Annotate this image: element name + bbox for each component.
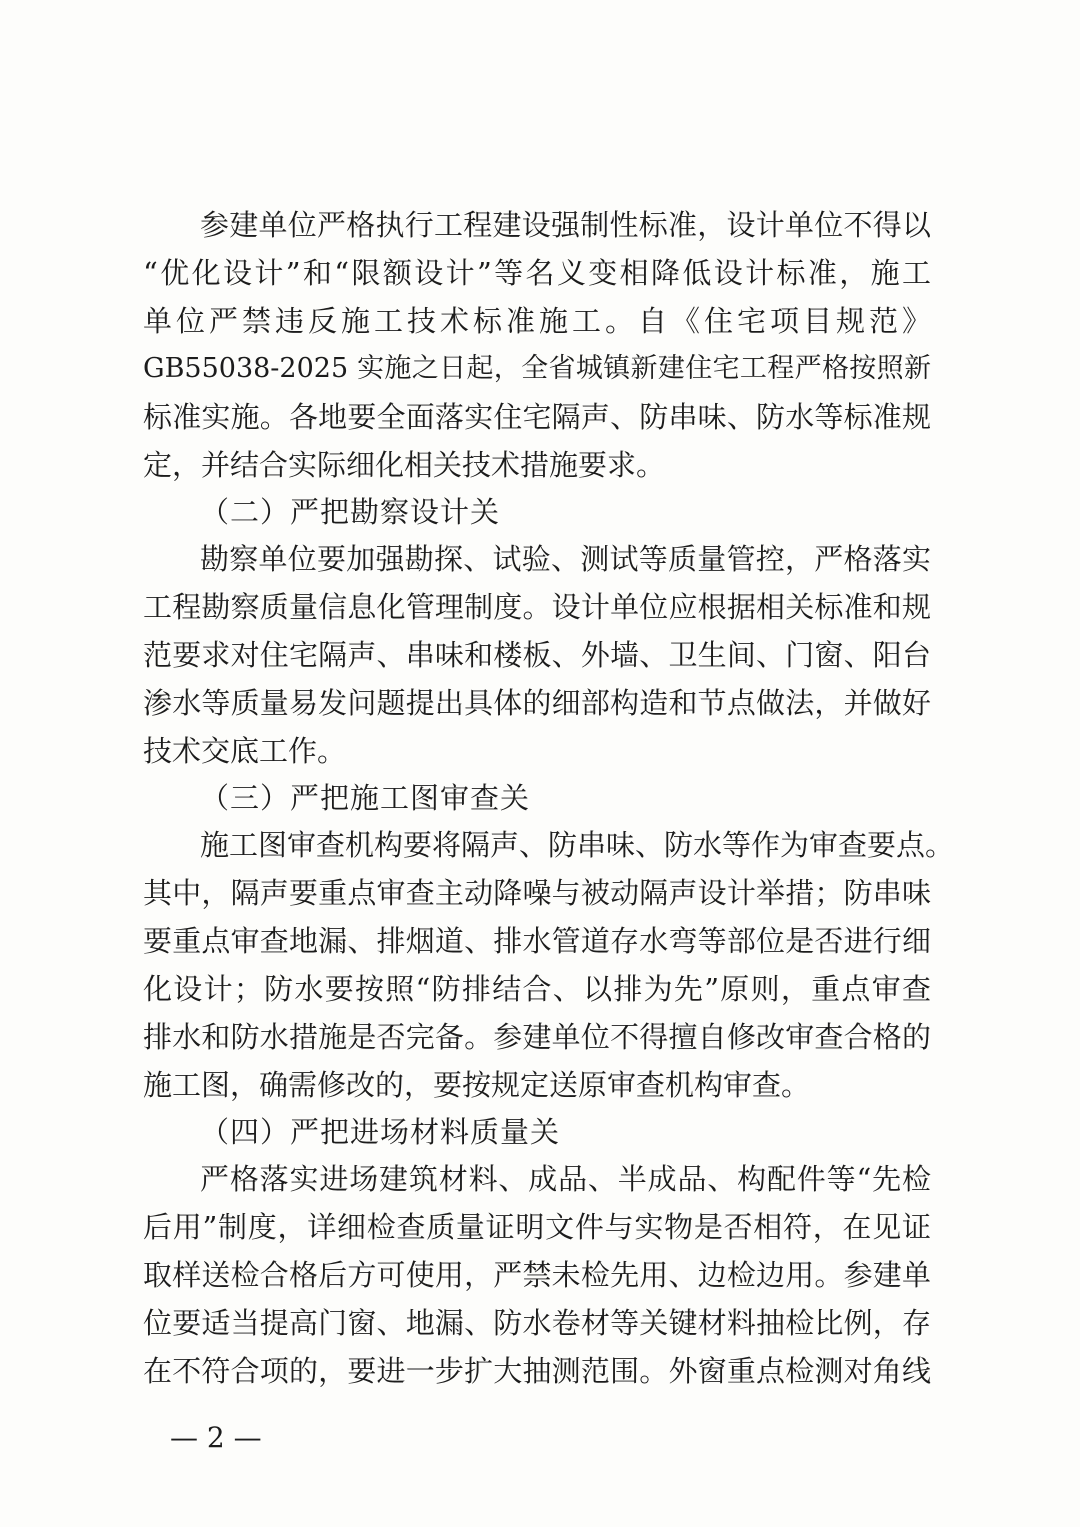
paragraph-line: “优化设计”和“限额设计”等名义变相降低设计标准，施工 [143,256,931,290]
paragraph-line: 排水和防水措施是否完备。参建单位不得擅自修改审查合格的 [143,1020,931,1054]
paragraph-line: 要重点审查地漏、排烟道、排水管道存水弯等部位是否进行细 [143,924,931,958]
paragraph-line: 技术交底工作。 [143,734,347,768]
section-heading: （四）严把进场材料质量关 [200,1115,561,1149]
paragraph-line: 严格落实进场建筑材料、成品、半成品、构配件等“先检 [200,1162,931,1196]
paragraph-line: 单位严禁违反施工技术标准施工。自《住宅项目规范》 [143,304,931,338]
paragraph-line: 标准实施。各地要全面落实住宅隔声、防串味、防水等标准规 [143,400,931,434]
paragraph-line: 位要适当提高门窗、地漏、防水卷材等关键材料抽检比例，存 [143,1306,931,1340]
paragraph-line: GB55038-2025 实施之日起，全省城镇新建住宅工程严格按照新 [143,353,931,384]
paragraph-line: 取样送检合格后方可使用，严禁未检先用、边检边用。参建单 [143,1258,931,1292]
paragraph-line: 范要求对住宅隔声、串味和楼板、外墙、卫生间、门窗、阳台 [143,638,931,672]
paragraph-line: 工程勘察质量信息化管理制度。设计单位应根据相关标准和规 [143,590,931,624]
paragraph-line: 勘察单位要加强勘探、试验、测试等质量管控，严格落实 [200,542,931,576]
section-heading: （三）严把施工图审查关 [200,781,531,815]
paragraph-line: 施工图，确需修改的，要按规定送原审查机构审查。 [143,1068,811,1102]
section-heading: （二）严把勘察设计关 [200,495,501,529]
paragraph-line: 施工图审查机构要将隔声、防串味、防水等作为审查要点。 [200,828,955,862]
paragraph-line: 参建单位严格执行工程建设强制性标准，设计单位不得以 [200,208,931,242]
paragraph-line: 其中，隔声要重点审查主动降噪与被动隔声设计举措；防串味 [143,876,931,910]
page-number: — 2 — [170,1421,262,1454]
paragraph-line: 定，并结合实际细化相关技术措施要求。 [143,448,666,482]
paragraph-line: 化设计；防水要按照“防排结合、以排为先”原则，重点审查 [143,972,931,1006]
paragraph-line: 后用”制度，详细检查质量证明文件与实物是否相符，在见证 [143,1210,931,1244]
paragraph-line: 在不符合项的，要进一步扩大抽测范围。外窗重点检测对角线 [143,1354,931,1388]
paragraph-line: 渗水等质量易发问题提出具体的细部构造和节点做法，并做好 [143,686,931,720]
